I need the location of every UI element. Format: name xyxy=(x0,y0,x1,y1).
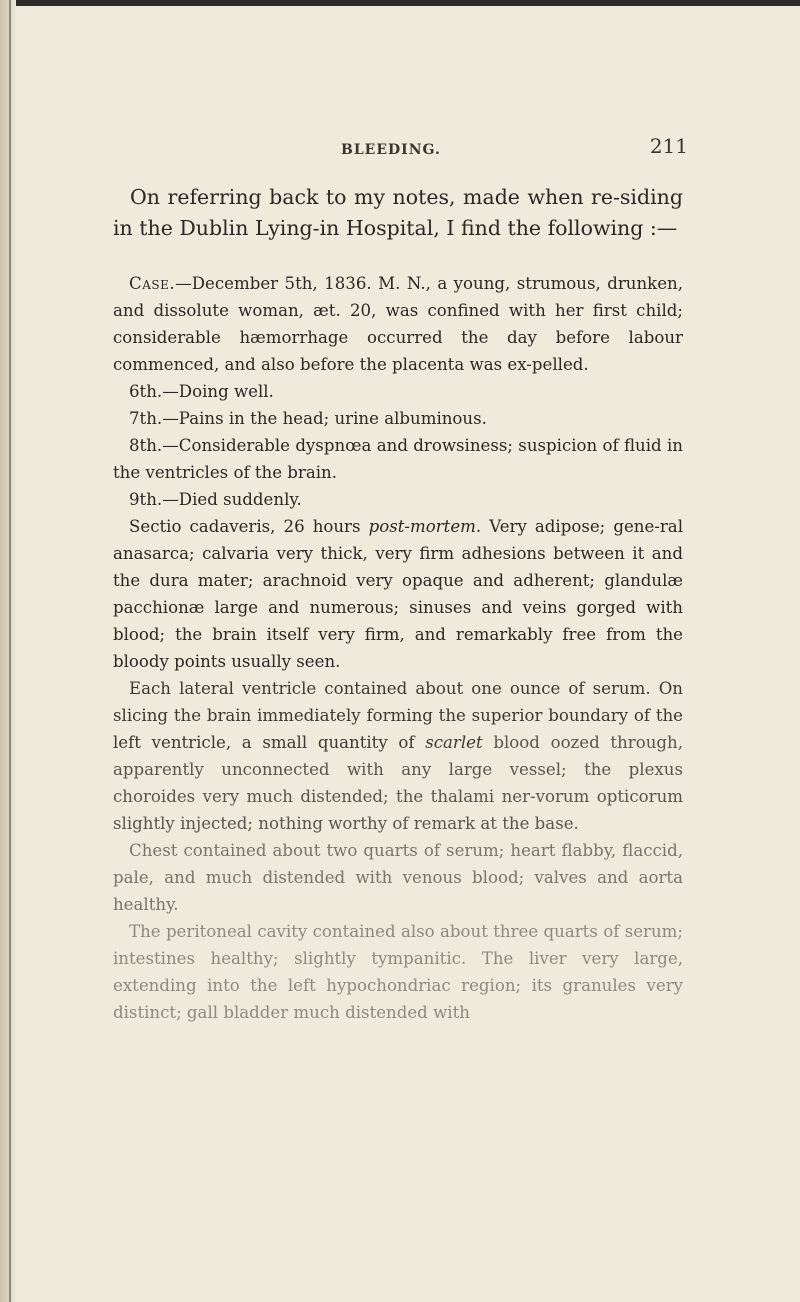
daily-note-6th: 6th.—Doing well. xyxy=(129,382,274,401)
case-label: Case. xyxy=(129,274,176,293)
ventricle-paragraph xyxy=(113,675,683,837)
page-binding-gutter xyxy=(0,0,16,1302)
ventricle-text-after: blood oozed through, apparently unconnected with any large vessel; the plexus choroides very much distended; the thalami ner-vorum opticorum slightly injected; nothing worthy of remark at the base. xyxy=(113,733,683,833)
page-body xyxy=(113,182,683,1026)
ventricle-emphasis: scarlet xyxy=(425,733,483,752)
post-mortem-term: post-mortem. xyxy=(368,517,482,536)
post-mortem-paragraph xyxy=(113,513,683,675)
chest-paragraph: Chest contained about two quarts of serum; heart flabby, flaccid, pale, and much distended with venous blood; valves and aorta healthy. xyxy=(113,841,683,914)
daily-note-8th: 8th.—Considerable dyspnœa and drowsiness; suspicion of fluid in the ventricles of the brain. xyxy=(113,436,683,482)
case-record-paragraph xyxy=(113,270,683,378)
intro-paragraph: On referring back to my notes, made when re-siding in the Dublin Lying-in Hospital, I find the following :— xyxy=(113,185,683,240)
daily-note-9th: 9th.—Died suddenly. xyxy=(129,490,302,509)
post-mortem-body: Very adipose; gene-ral anasarca; calvaria very thick, very firm adhesions between it and the dura mater; arachnoid very opaque and adherent; glandulæ pacchionæ large and numerous; sinuses and veins gorged with blood; the brain itself very firm, and remarkably free from the bloody points usually seen. xyxy=(113,517,684,671)
page-header xyxy=(300,134,688,164)
running-title: BLEEDING. xyxy=(341,142,441,158)
peritoneal-paragraph: The peritoneal cavity contained also about three quarts of serum; intestines healthy; slightly tympanitic. The liver very large, extending into the left hypochondriac region; its granules very distinct; gall bladder much distended with xyxy=(113,922,683,1022)
daily-note-7th: 7th.—Pains in the head; urine albuminous. xyxy=(129,409,487,428)
page-top-edge xyxy=(0,0,800,6)
post-mortem-lead: Sectio cadaveris, 26 hours xyxy=(129,517,361,536)
ventricle-text-before: Each lateral ventricle contained about one ounce of serum. On slicing the brain immediately forming the superior boundary of the left ventricle, a small quantity of xyxy=(113,679,683,752)
case-record-text: —December 5th, 1836. M. N., a young, strumous, drunken, and dissolute woman, æt. 20, was confined with her first child; considerable hæmorrhage occurred the day before labour commenced, and also before the placenta was ex-pelled. xyxy=(113,274,683,374)
page-number: 211 xyxy=(649,134,688,158)
binding-line xyxy=(9,0,11,1302)
